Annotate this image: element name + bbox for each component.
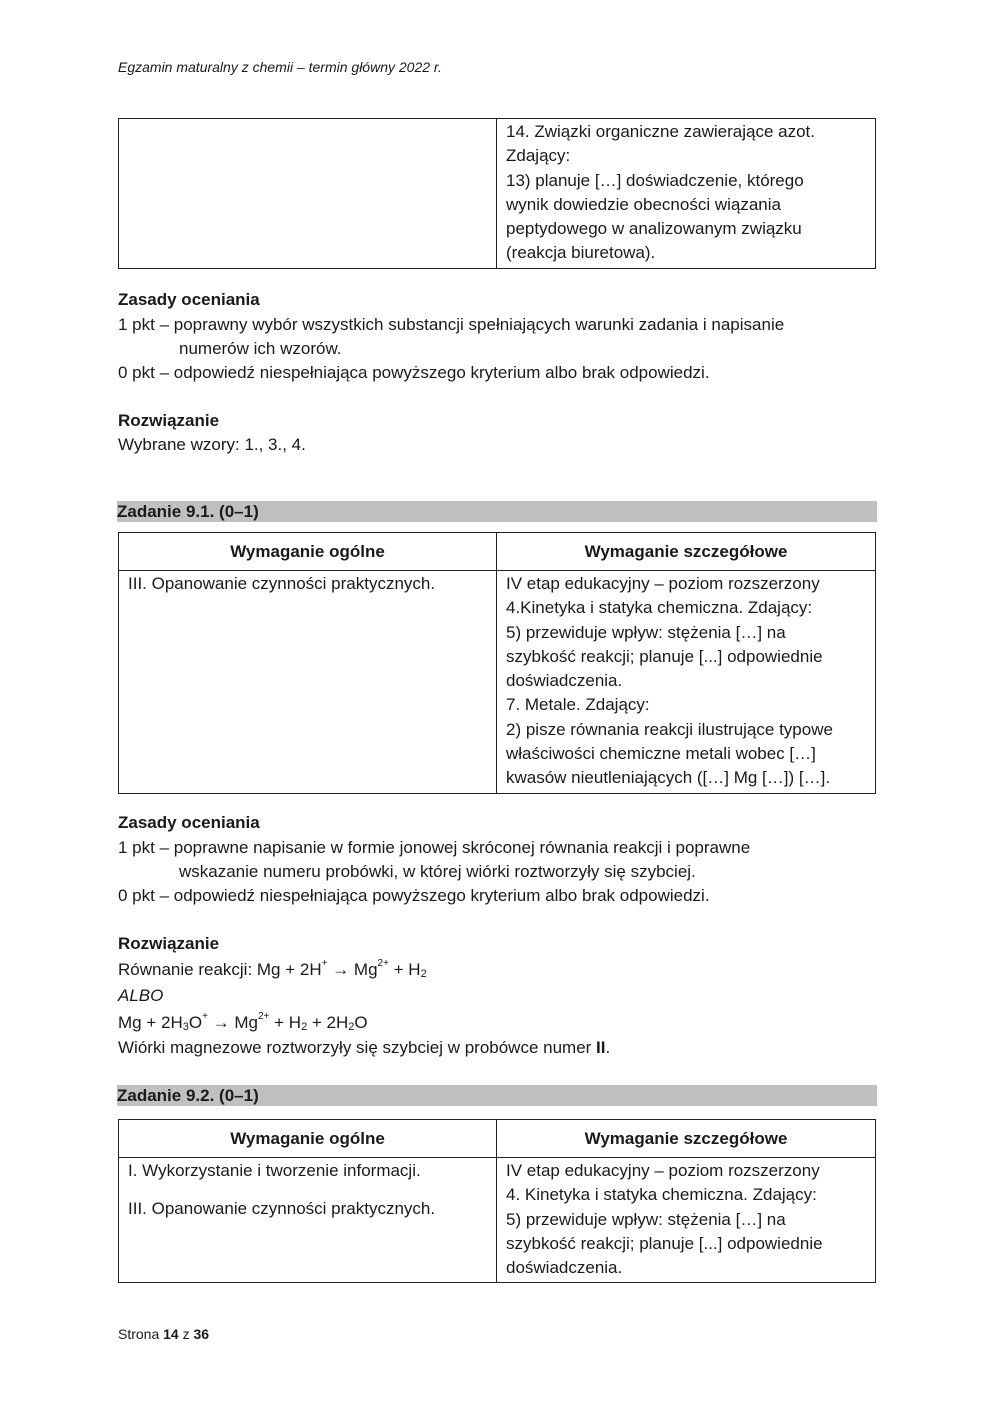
detail-line: 4.Kinetyka i statyka chemiczna. Zdający: — [506, 598, 813, 618]
conclusion-text: . — [605, 1038, 611, 1057]
equation-text: → Mg — [327, 960, 378, 979]
general-requirement-cell — [119, 119, 497, 269]
detail-line: 7. Metale. Zdający: — [506, 695, 650, 715]
ion-charge: + — [321, 958, 328, 969]
reaction-equation-alt — [118, 1013, 368, 1033]
task-title: Zadanie 9.1. (0–1) — [117, 502, 259, 521]
tube-number: II — [596, 1038, 606, 1057]
equation-text: Mg + 2H — [118, 1013, 183, 1032]
detail-line: Zdający: — [506, 146, 571, 166]
rule-text: 1 pkt – poprawny wybór wszystkich substancji spełniających warunki zadania i napisanie — [118, 315, 785, 334]
equation-text: + 2H — [307, 1013, 349, 1032]
solution-heading: Rozwiązanie — [118, 934, 220, 953]
solution-answer: Wybrane wzory: 1., 3., 4. — [118, 435, 306, 454]
detail-line: kwasów nieutleniających ([…] Mg […]) […]. — [506, 768, 831, 788]
detail-line: 2) pisze równania reakcji ilustrujące typowe — [506, 719, 833, 739]
ion-charge: 2+ — [377, 958, 389, 969]
detailed-requirement-cell — [497, 571, 876, 794]
detail-line: IV etap edukacyjny – poziom rozszerzony — [506, 574, 820, 593]
scoring-rule-0pkt: 0 pkt – odpowiedź niespełniająca powyższego kryterium albo brak odpowiedzi. — [118, 886, 710, 905]
task-title-bar — [117, 1085, 877, 1106]
general-requirement: I. Wykorzystanie i tworzenie informacji. — [128, 1161, 421, 1180]
subscript: 2 — [420, 968, 427, 980]
subscript: 3 — [182, 1021, 189, 1033]
detail-line: doświadczenia. — [506, 671, 623, 691]
scoring-rule-1pkt: 1 pkt – poprawne napisanie w formie jonowej skróconej równania reakcji i poprawne — [118, 838, 751, 857]
detail-line: 5) przewiduje wpływ: stężenia […] na — [506, 1209, 786, 1229]
equation-text: O — [188, 1013, 203, 1032]
task-title-bar — [117, 501, 877, 522]
subscript: 2 — [348, 1021, 355, 1033]
column-header-general: Wymaganie ogólne — [119, 1120, 497, 1158]
column-header-detailed: Wymaganie szczegółowe — [497, 533, 876, 571]
equation-text: Równanie reakcji: Mg + 2H — [118, 960, 322, 979]
reaction-equation — [118, 960, 427, 980]
detail-line: 14. Związki organiczne zawierające azot. — [506, 122, 815, 141]
ion-charge: 2+ — [258, 1011, 270, 1022]
general-requirement-cell — [119, 571, 497, 794]
alternative-label: ALBO — [118, 986, 164, 1005]
scoring-rule-1pkt — [118, 313, 784, 385]
general-requirement: III. Opanowanie czynności praktycznych. — [128, 1199, 436, 1219]
scoring-rule-0pkt: 0 pkt – odpowiedź niespełniająca powyższego kryterium albo brak odpowiedzi. — [118, 363, 710, 382]
column-header-detailed: Wymaganie szczegółowe — [497, 1120, 876, 1158]
subscript: 2 — [301, 1021, 308, 1033]
general-requirement: III. Opanowanie czynności praktycznych. — [128, 574, 436, 593]
detail-line: 5) przewiduje wpływ: stężenia […] na — [506, 622, 786, 642]
ion-charge: + — [202, 1011, 208, 1022]
equation-text: + H — [388, 960, 421, 979]
requirements-table-continued — [118, 118, 876, 269]
footer-text: Strona — [118, 1326, 164, 1342]
requirements-table-9-1 — [118, 532, 876, 794]
detail-line: 13) planuje […] doświadczenie, którego — [506, 170, 804, 190]
detail-line: IV etap edukacyjny – poziom rozszerzony — [506, 1161, 820, 1180]
page-total: 36 — [193, 1326, 210, 1342]
detail-line: (reakcja biuretowa). — [506, 243, 656, 263]
scoring-heading: Zasady oceniania — [118, 290, 260, 309]
detail-line: 4. Kinetyka i statyka chemiczna. Zdający: — [506, 1185, 817, 1205]
detail-line: szybkość reakcji; planuje [...] odpowiednie — [506, 646, 823, 666]
equation-text: + H — [269, 1013, 302, 1032]
solution-conclusion — [118, 1038, 610, 1058]
scoring-rules — [118, 836, 750, 908]
detail-line: doświadczenia. — [506, 1258, 623, 1278]
scoring-heading: Zasady oceniania — [118, 813, 260, 832]
equation-text: → Mg — [207, 1013, 258, 1032]
task-title: Zadanie 9.2. (0–1) — [117, 1086, 259, 1105]
column-header-general: Wymaganie ogólne — [119, 533, 497, 571]
page-number: 14 — [163, 1326, 179, 1342]
rule-text-continued: numerów ich wzorów. — [179, 339, 342, 358]
general-requirement-cell — [119, 1158, 497, 1283]
detailed-requirement-cell — [497, 1158, 876, 1283]
detail-line: wynik dowiedzie obecności wiązania — [506, 194, 781, 214]
conclusion-text: Wiórki magnezowe roztworzyły się szybciej w probówce numer — [118, 1038, 597, 1057]
detail-line: szybkość reakcji; planuje [...] odpowiednie — [506, 1233, 823, 1253]
solution-heading: Rozwiązanie — [118, 411, 220, 430]
footer-text: z — [178, 1326, 194, 1342]
requirements-table-9-2 — [118, 1119, 876, 1283]
detail-line: peptydowego w analizowanym związku — [506, 219, 802, 239]
page-footer — [118, 1326, 209, 1342]
detailed-requirement-cell — [497, 119, 876, 269]
detail-line: właściwości chemiczne metali wobec […] — [506, 744, 816, 764]
rule-text-continued: wskazanie numeru probówki, w której wiórki roztworzyły się szybciej. — [179, 862, 696, 881]
equation-text: O — [354, 1013, 368, 1032]
page-header: Egzamin maturalny z chemii – termin główny 2022 r. — [118, 59, 442, 75]
